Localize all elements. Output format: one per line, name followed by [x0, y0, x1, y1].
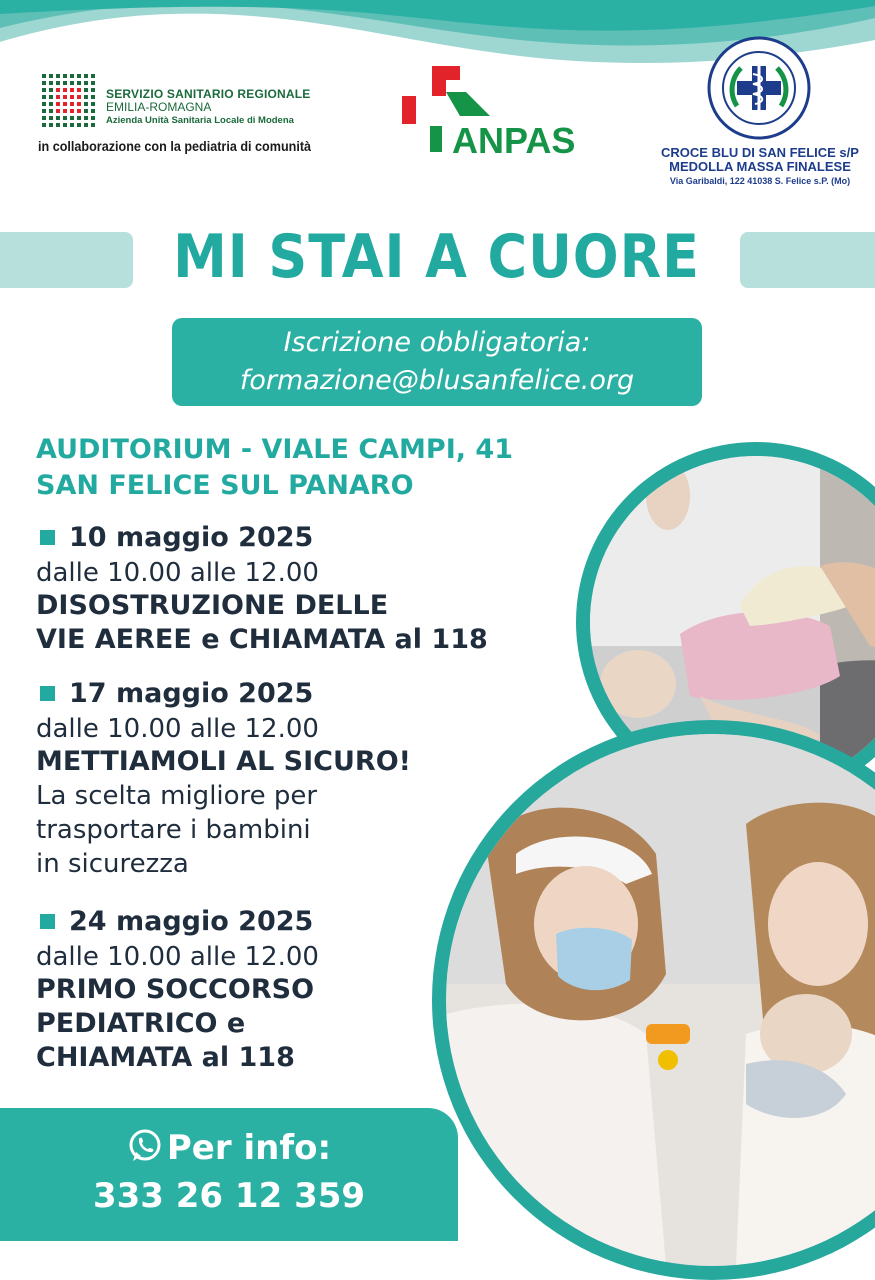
page-title: MI STAI A CUORE	[173, 222, 700, 292]
phone-number[interactable]: 333 26 12 359	[92, 1176, 366, 1216]
croce-blu-text	[660, 146, 860, 188]
event-title-line: DISOSTRUZIONE DELLE	[36, 590, 389, 621]
whatsapp-icon	[127, 1128, 163, 1164]
ssr-line2: EMILIA-ROMAGNA	[106, 100, 212, 114]
anpas-wordmark: ANPAS	[452, 120, 576, 161]
collaboration-text: in collaborazione con la pediatria di comunità	[38, 138, 312, 154]
event-date	[36, 675, 411, 713]
event-title-line: PRIMO SOCCORSO	[36, 974, 315, 1005]
croce-blu-line2: MEDOLLA MASSA FINALESE	[669, 159, 851, 174]
event-date	[36, 903, 319, 941]
location	[36, 432, 513, 504]
event-desc-line: La scelta migliore per	[36, 781, 318, 811]
ssr-logo-text	[106, 88, 311, 127]
bullet-square-icon	[40, 686, 55, 701]
info-label: Per info:	[166, 1128, 332, 1168]
event-time: dalle 10.00 alle 12.00	[36, 942, 319, 972]
ssr-dot-grid-logo	[40, 72, 96, 128]
registration-box	[172, 318, 702, 406]
event-title-line: PEDIATRICO e	[36, 1008, 246, 1039]
event-title-line: VIE AEREE e CHIAMATA al 118	[36, 624, 488, 655]
croce-blu-line1: CROCE BLU DI SAN FELICE s/P	[661, 145, 859, 160]
title-bar-left	[0, 232, 133, 288]
event-title-line: CHIAMATA al 118	[36, 1042, 295, 1073]
croce-blu-seal-logo	[707, 36, 811, 140]
ssr-line1: SERVIZIO SANITARIO REGIONALE	[106, 87, 311, 101]
bullet-square-icon	[40, 914, 55, 929]
event-date-text: 10 maggio 2025	[69, 522, 314, 553]
info-label-row	[0, 1124, 458, 1172]
event-3	[36, 903, 319, 1075]
location-line1: AUDITORIUM - VIALE CAMPI, 41	[36, 434, 513, 465]
event-1	[36, 519, 488, 657]
registration-label: Iscrizione obbligatoria:	[283, 327, 591, 358]
croce-blu-address: Via Garibaldi, 122 41038 S. Felice s.P. (Mo)	[669, 176, 851, 186]
registration-email[interactable]: formazione@blusanfelice.org	[239, 365, 635, 396]
event-time: dalle 10.00 alle 12.00	[36, 714, 319, 744]
event-date	[36, 519, 488, 557]
event-date-text: 24 maggio 2025	[69, 906, 314, 937]
footer-info	[0, 1124, 458, 1220]
ssr-line3: Azienda Unità Sanitaria Locale di Modena	[106, 115, 294, 126]
location-line2: SAN FELICE SUL PANARO	[36, 470, 414, 501]
title-bar-right	[740, 232, 875, 288]
event-desc-line: in sicurezza	[36, 849, 189, 879]
event-date-text: 17 maggio 2025	[69, 678, 314, 709]
event-title-line: METTIAMOLI AL SICURO!	[36, 746, 411, 777]
bullet-square-icon	[40, 530, 55, 545]
event-time: dalle 10.00 alle 12.00	[36, 558, 319, 588]
event-2	[36, 675, 411, 881]
event-desc-line: trasportare i bambini	[36, 815, 311, 845]
